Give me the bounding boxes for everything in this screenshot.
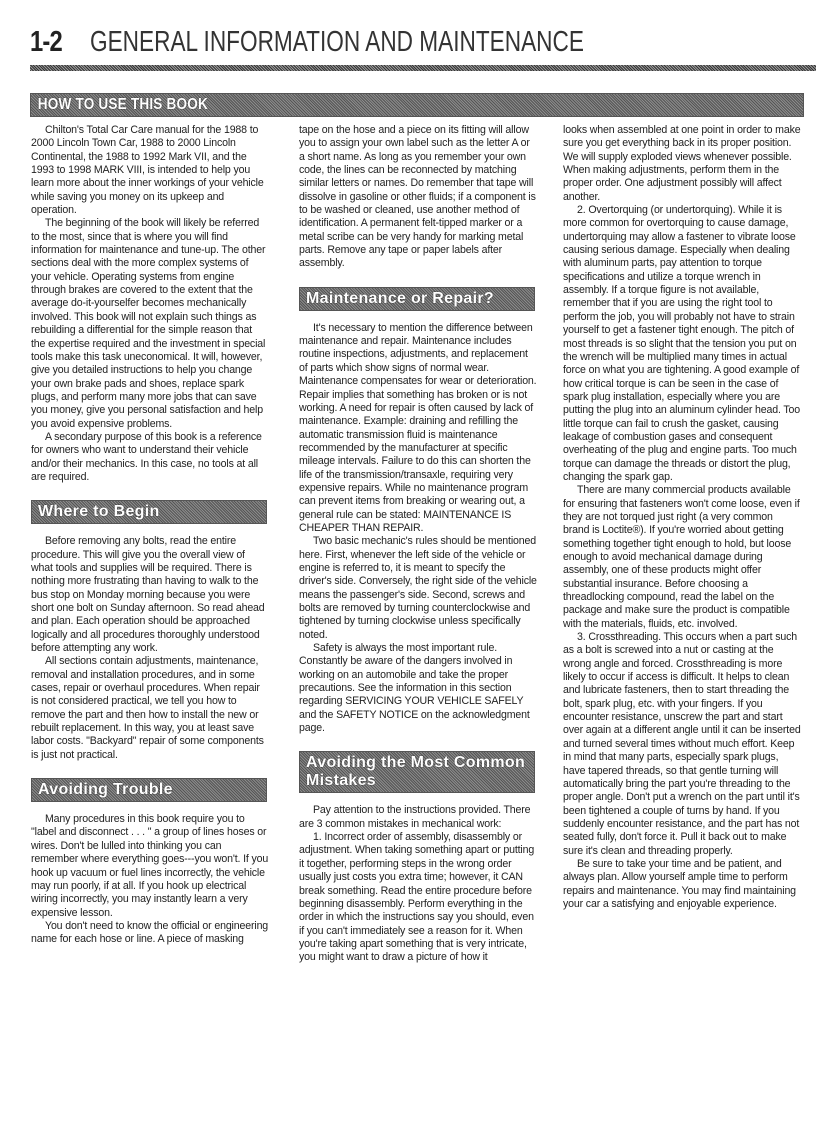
column-3 bbox=[563, 124, 801, 911]
paragraph: Two basic mechanic's rules should be mentioned here. First, whenever the left side of the vehicle or engine is referred to, it is meant to specify the driver's side. Conversely, the right side of the vehicle means the passenger's side. Second, screws and bolts are removed by turning counterclockwise and tightened by turning clockwise unless specifically noted. bbox=[299, 535, 537, 641]
page-header bbox=[30, 26, 723, 59]
paragraph: All sections contain adjustments, maintenance, removal and installation procedures, and in some cases, repair or overhaul procedures. When repair is not considered practical, we tell you how to remove the part and then how to install the new or rebuilt replacement. In this way, you at least save labor costs. "Backyard" repair of some components is just not practical. bbox=[31, 655, 264, 761]
paragraph: You don't need to know the official or engineering name for each hose or line. A piece of masking bbox=[31, 919, 269, 946]
paragraph: Be sure to take your time and be patient, and always plan. Allow yourself ample time to perform repairs and maintenance. You may find maintaining your car a satisfying and enjoyable experience. bbox=[563, 857, 796, 910]
paragraph: Many procedures in this book require you to "label and disconnect . . . " a group of lines hoses or wires. Don't be lulled into thinking you can remember where everything goes---you won't. If you hook up vacuum or fuel lines incorrectly, the vehicle may run poorly, if at all. If you hook up electrical wiring incorrectly, you may instantly learn a very expensive lesson. bbox=[31, 813, 269, 919]
section-heading-text: HOW TO USE THIS BOOK bbox=[37, 96, 208, 113]
paragraph: 2. Overtorquing (or undertorquing). While it is more common for overtorquing to cause damage, undertorquing may allow a fastener to vibrate loose causing serious damage. Especially when dealing with aluminum parts, pay attention to torque specifications and utilize a torque wrench in assembly. If a torque figure is not available, remember that if you are using the right tool to perform the job, you will probably not have to strain yourself to get a fastener tight enough. The pitch of most threads is so slight that the tension you put on the wrench will be multiplied many times in actual force on what you are tightening. A good example of how critical torque is can be seen in the case of spark plug installation, especially where you are putting the plug into an aluminum cylinder head. Too little torque can fail to crush the gasket, causing leakage of combustion gases and consequent overheating of the plug and engine parts. Too much torque can damage the threads or distort the plug, changing the spark gap. bbox=[563, 204, 800, 483]
paragraph: There are many commercial products available for ensuring that fasteners won't come loose, even if they are not torqued just right (a very common brand is Loctite®). If you're worried about getting something together tight enough to hold, but loose enough to avoid mechanical damage during assembly, one of these products might offer substantial insurance. Before choosing a threadlocking compound, read the label on the package and make sure the product is compatible with the materials, fluids, etc. involved. bbox=[563, 484, 800, 630]
page-number: 1-2 bbox=[30, 26, 62, 58]
paragraph: Safety is always the most important rule. Constantly be aware of the dangers involved in working on an automobile and take the proper precautions. See the information in this section regarding SERVICING YOUR VEHICLE SAFELY and the SAFETY NOTICE on the acknowledgment page. bbox=[299, 642, 530, 735]
paragraph: Before removing any bolts, read the entire procedure. This will give you the overall view of what tools and supplies will be required. There is nothing more frustrating than having to walk to the bus stop on Monday morning because you were short one bolt on Sunday afternoon. So read ahead and plan. Each operation should be approached logically and all procedures thoroughly understood before attempting any work. bbox=[31, 535, 265, 655]
subheading-common-mistakes bbox=[299, 751, 535, 793]
header-rule-divider bbox=[30, 65, 816, 71]
paragraph: It's necessary to mention the difference between maintenance and repair. Maintenance includes routine inspections, adjustments, and replacement of parts which show signs of normal wear. Maintenance compensates for wear or deterioration. Repair implies that something has broken or is not working. A need for repair is often caused by lack of maintenance. Example: draining and refilling the automatic transmission fluid is maintenance recommended by the manufacturer at specific mileage intervals. Failure to do this can shorten the life of the transmission/transaxle, requiring very expensive repairs. While no maintenance program can prevent items from breaking or wearing out, a general rule can be stated: MAINTENANCE IS CHEAPER THAN REPAIR. bbox=[299, 321, 537, 534]
subheading-text: Where to Begin bbox=[38, 503, 160, 521]
column-1 bbox=[31, 124, 269, 947]
paragraph: Pay attention to the instructions provided. There are 3 common mistakes in mechanical work: bbox=[299, 804, 531, 830]
subheading-text: Maintenance or Repair? bbox=[306, 289, 494, 307]
subheading-avoiding-trouble bbox=[31, 778, 267, 802]
chapter-title: GENERAL INFORMATION AND MAINTENANCE bbox=[90, 26, 584, 58]
paragraph: Chilton's Total Car Care manual for the 1988 to 2000 Lincoln Town Car, 1988 to 2000 Lincoln Continental, the 1988 to 1992 Mark VII, and the 1993 to 1998 MARK VIII, is intended to help you learn more about the inner workings of your vehicle while saving you money on its upkeep and operation. bbox=[31, 124, 264, 217]
paragraph: 1. Incorrect order of assembly, disassembly or adjustment. When taking something apart or putting it together, performing steps in the wrong order usually just costs you extra time; however, it CAN break something. Read the entire procedure before beginning disassembly. Perform everything in the order in which the instructions say you should, even if you can't immediately see a reason for it. When you're taking apart something that is very intricate, you might want to draw a picture of how it bbox=[299, 831, 535, 964]
subheading-where-to-begin bbox=[31, 500, 267, 524]
paragraph: The beginning of the book will likely be referred to the most, since that is where you will find information for maintenance and tune-up. The other sections deal with the more complex systems of your vehicle. Operating systems from engine through brakes are covered to the extent that the average do-it-yourselfer becomes mechanically involved. This book will not explain such things as rebuilding a differential for the simple reason that the expertise required and the investment in special tools make this task uneconomical. It will, however, give you detailed instructions to help you change your own brake pads and shoes, replace spark plugs, and perform many more jobs that can save you money, give you personal satisfaction and help you avoid expensive problems. bbox=[31, 217, 266, 430]
paragraph: A secondary purpose of this book is a reference for owners who want to understand their vehicle and/or their mechanics. In this case, no tools at all are required. bbox=[31, 430, 262, 483]
paragraph-continued: looks when assembled at one point in order to make sure you get everything back in its proper position. We will supply exploded views whenever possible. When making adjustments, perform them in the proper order. One adjustment possibly will affect another. bbox=[563, 124, 801, 203]
subheading-maintenance-or-repair bbox=[299, 287, 535, 311]
column-2 bbox=[299, 124, 537, 965]
subheading-text: Avoiding the Most Common Mistakes bbox=[306, 754, 526, 790]
paragraph: 3. Crossthreading. This occurs when a part such as a bolt is screwed into a nut or casting at the wrong angle and forced. Crossthreading is more likely to occur if access is difficult. It helps to clean and lubricate fasteners, then to start threading the bolt, spark plug, etc. with your fingers. If you encounter resistance, unscrew the part and start over again at a different angle until it can be inserted and turned several times without much effort. Keep in mind that many parts, especially spark plugs, have tapered threads, so that gentle turning will automatically bring the part you're threading to the proper angle. Don't put a wrench on the part until it's been tightened a couple of turns by hand. If you suddenly encounter resistance, and the part has not seated fully, don't force it. Pull it back out to make sure it's clean and threading properly. bbox=[563, 631, 801, 857]
paragraph-continued: tape on the hose and a piece on its fitting will allow you to assign your own label such as the letter A or a short name. As long as you remember your own code, the lines can be reconnected by matching similar letters or names. Do remember that tape will dissolve in gasoline or other fluids; if a component is to be washed or cleaned, use another method of identification. A permanent felt-tipped marker or a metal scribe can be very handy for marking metal parts. Remove any tape or paper labels after assembly. bbox=[299, 124, 536, 270]
section-heading-how-to-use bbox=[30, 93, 804, 117]
subheading-text: Avoiding Trouble bbox=[38, 781, 173, 799]
